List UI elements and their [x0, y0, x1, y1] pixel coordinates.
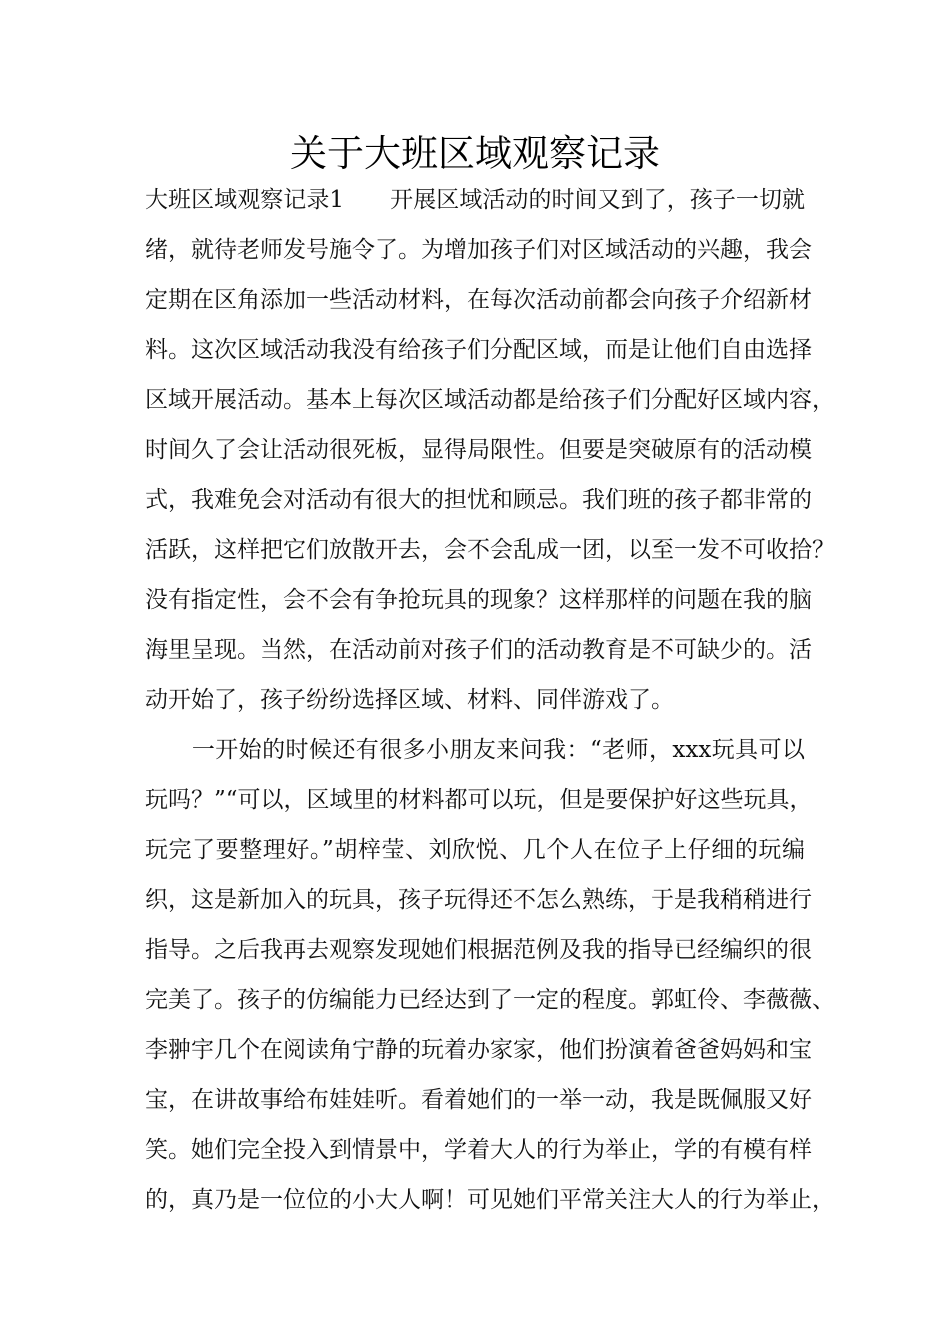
text-line: 的，真乃是一位位的小大人啊！可见她们平常关注大人的行为举止，: [145, 1187, 835, 1213]
text-line: 织，这是新加入的玩具，孩子玩得还不怎么熟练，于是我稍稍进行: [145, 887, 812, 913]
text-line: 式，我难免会对活动有很大的担忧和顾忌。我们班的孩子都非常的: [145, 487, 812, 513]
text-line: 料。这次区域活动我没有给孩子们分配区域，而是让他们自由选择: [145, 337, 812, 363]
text-line: 李翀宇几个在阅读角宁静的玩着办家家，他们扮演着爸爸妈妈和宝: [145, 1037, 812, 1063]
text-line: 大班区域观察记录1 开展区域活动的时间又到了，孩子一切就: [145, 187, 805, 213]
document-title: 关于大班区域观察记录: [290, 132, 660, 175]
text-line: 玩完了要整理好。”胡梓莹、刘欣悦、几个人在位子上仔细的玩编: [145, 837, 805, 863]
text-line: 宝，在讲故事给布娃娃听。看着她们的一举一动，我是既佩服又好: [145, 1087, 812, 1113]
text-line: 完美了。孩子的仿编能力已经达到了一定的程度。郭虹伶、李薇薇、: [145, 987, 835, 1013]
text-line: 动开始了，孩子纷纷选择区域、材料、同伴游戏了。: [145, 687, 674, 713]
text-line: 玩吗？”“可以，区域里的材料都可以玩，但是要保护好这些玩具，: [145, 787, 813, 813]
text-line: 笑。她们完全投入到情景中，学着大人的行为举止，学的有模有样: [145, 1137, 812, 1163]
text-line: 活跃，这样把它们放散开去，会不会乱成一团，以至一发不可收拾？: [145, 537, 835, 563]
text-line: 区域开展活动。基本上每次区域活动都是给孩子们分配好区域内容，: [145, 387, 835, 413]
text-line: 海里呈现。当然，在活动前对孩子们的活动教育是不可缺少的。活: [145, 637, 812, 663]
text-line: 定期在区角添加一些活动材料，在每次活动前都会向孩子介绍新材: [145, 287, 812, 313]
text-line: 指导。之后我再去观察发现她们根据范例及我的指导已经编织的很: [145, 937, 812, 963]
text-line: 没有指定性，会不会有争抢玩具的现象？这样那样的问题在我的脑: [145, 587, 812, 613]
text-line: 时间久了会让活动很死板，显得局限性。但要是突破原有的活动模: [145, 437, 812, 463]
text-line: 一开始的时候还有很多小朋友来问我：“老师，xxx玩具可以: [145, 737, 805, 763]
text-line: 绪，就待老师发号施令了。为增加孩子们对区域活动的兴趣，我会: [145, 237, 812, 263]
